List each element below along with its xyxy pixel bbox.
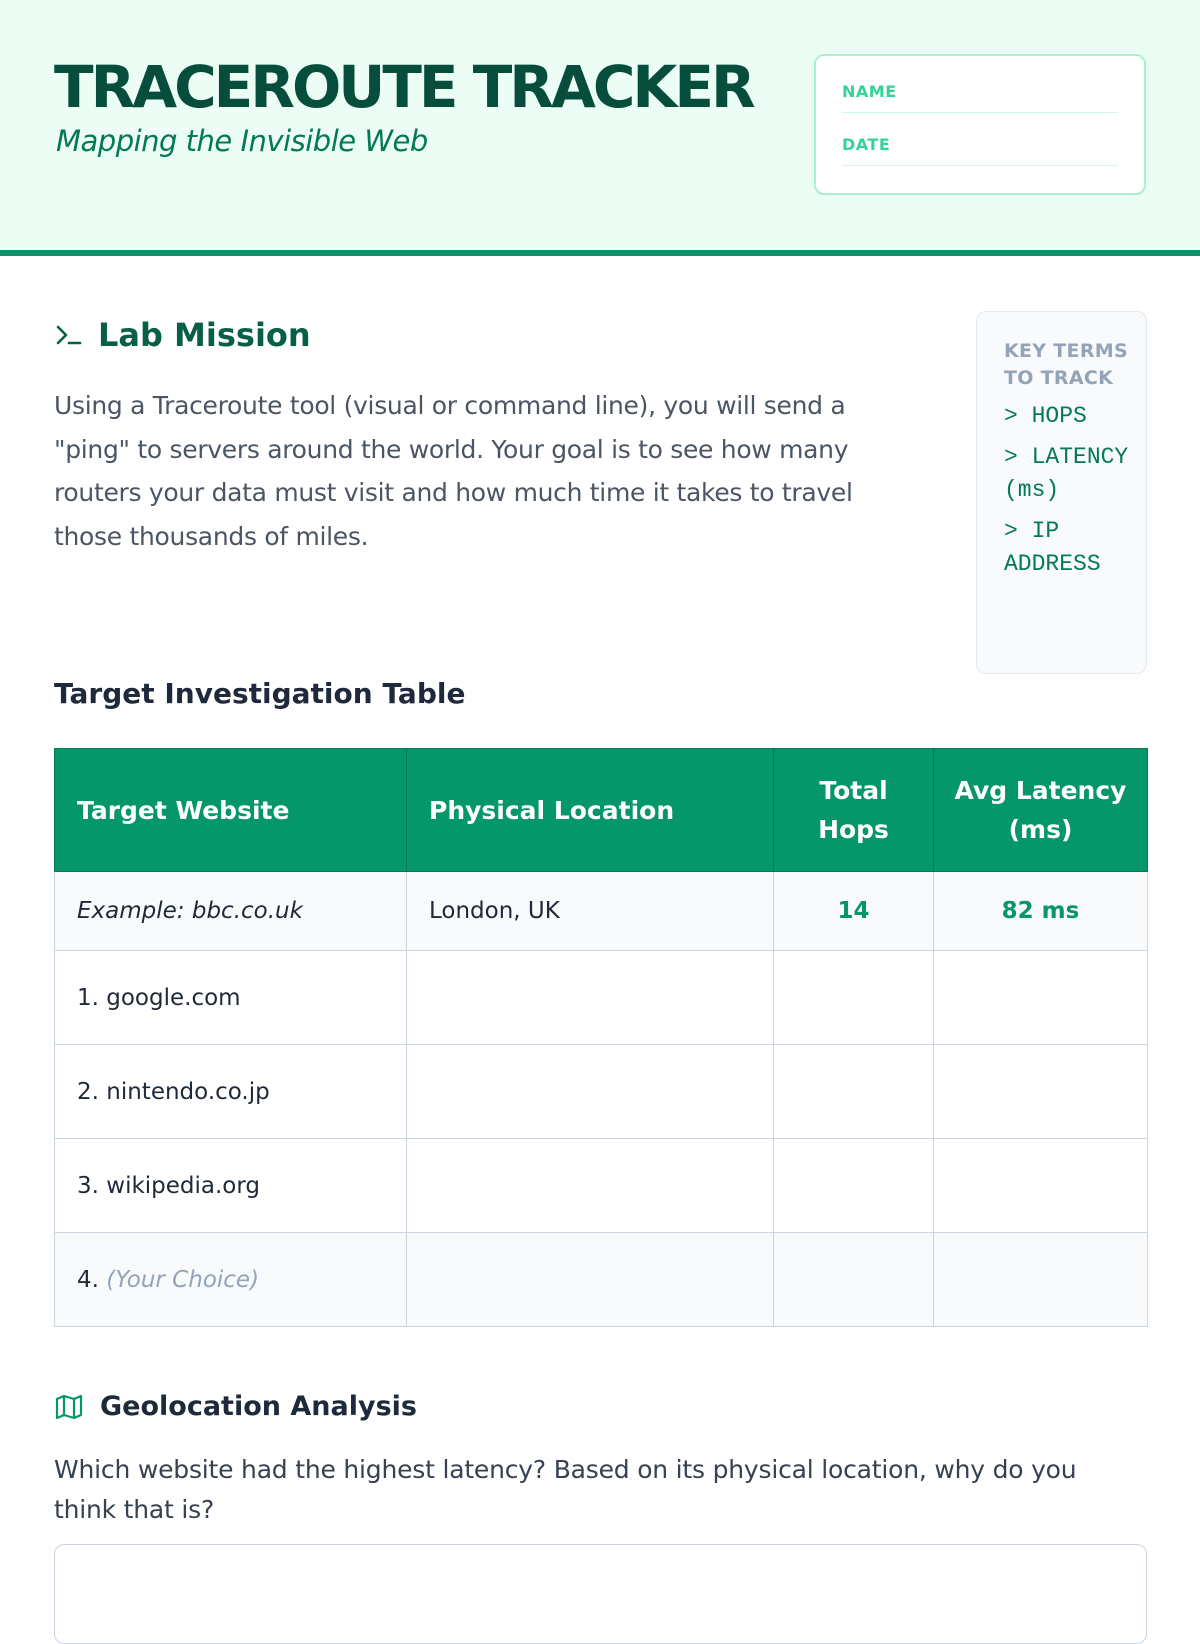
your-choice-hint: (Your Choice) [106,1266,260,1293]
example-hops: 14 [774,872,934,951]
hops-cell[interactable] [774,1233,934,1327]
key-term-ip-address: > IP ADDRESS [1004,518,1101,577]
geolocation-heading [54,1391,417,1422]
hops-cell[interactable] [774,951,934,1045]
geolocation-heading-label: Geolocation Analysis [100,1391,417,1422]
page-subtitle: Mapping the Invisible Web [56,124,428,158]
latency-cell[interactable] [934,1045,1148,1139]
location-cell[interactable] [407,1233,774,1327]
target-site-cell: 2. nintendo.co.jp [55,1045,407,1139]
mission-heading [54,316,311,354]
hops-cell[interactable] [774,1045,934,1139]
header-target-website: Target Website [55,749,407,872]
answer-box[interactable] [54,1544,1147,1644]
name-field[interactable]: NAME [842,82,1118,113]
geolocation-question: Which website had the highest latency? Based on its physical location, why do you think that is? [54,1455,1077,1524]
table-row [55,951,1148,1045]
page-title: TRACEROUTE TRACKER [54,53,753,121]
mission-text: Using a Traceroute tool (visual or command line), you will send a "ping" to servers around the world. Your goal is to see how many routers your data must visit and how much time it takes to travel those thousands of miles. [54,391,853,551]
target-site-cell: 1. google.com [55,951,407,1045]
key-term-hops: > HOPS [1004,403,1087,429]
target-site-cell: 3. wikipedia.org [55,1139,407,1233]
hops-cell[interactable] [774,1139,934,1233]
table-row [55,1139,1148,1233]
table-row [55,1233,1148,1327]
student-info-box [814,54,1146,195]
example-location: London, UK [407,872,774,951]
location-cell[interactable] [407,1045,774,1139]
date-field[interactable]: DATE [842,135,1118,166]
example-site: Example: bbc.co.uk [55,872,407,951]
key-terms-label: KEY TERMS TO TRACK [1004,340,1128,389]
target-site-cell[interactable] [55,1233,407,1327]
example-row [55,872,1148,951]
table-header-row [55,749,1148,872]
table-title: Target Investigation Table [54,677,466,710]
investigation-table [54,748,1148,1327]
location-cell[interactable] [407,951,774,1045]
header-physical-location: Physical Location [407,749,774,872]
latency-cell[interactable] [934,951,1148,1045]
key-term-latency: > LATENCY (ms) [1004,444,1129,503]
terminal-icon [54,321,82,349]
page-header [0,0,1200,256]
key-terms-box [976,311,1147,674]
header-total-hops: Total Hops [774,749,934,872]
location-cell[interactable] [407,1139,774,1233]
latency-cell[interactable] [934,1139,1148,1233]
row-number: 4. [77,1266,99,1293]
example-latency: 82 ms [934,872,1148,951]
latency-cell[interactable] [934,1233,1148,1327]
map-icon [54,1392,84,1422]
header-avg-latency: Avg Latency (ms) [934,749,1148,872]
table-row [55,1045,1148,1139]
mission-heading-label: Lab Mission [98,316,311,354]
